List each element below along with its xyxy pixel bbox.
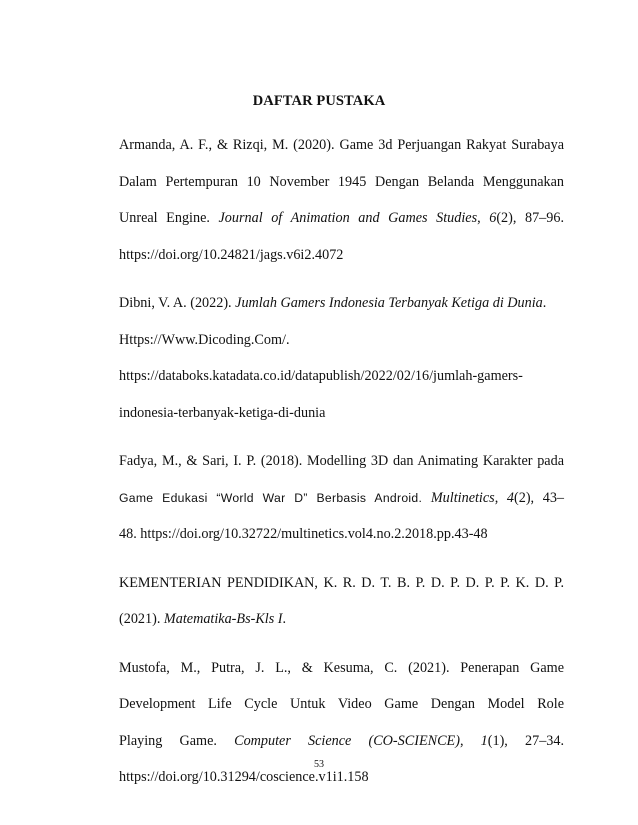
italic-text: 1 xyxy=(480,732,488,749)
reference-line xyxy=(119,692,564,729)
reference-line xyxy=(119,133,564,170)
reference-text: Development Life Cycle Untuk Video Game Dengan Model Role xyxy=(119,696,564,712)
reference-text: https://databoks.katadata.co.id/datapublish/2022/02/16/jumlah-gamers- xyxy=(119,368,523,384)
reference-text: (2), 43– xyxy=(514,489,565,506)
reference-text: KEMENTERIAN PENDIDIKAN, K. R. D. T. B. P. D. P. D. P. P. K. D. P. xyxy=(119,574,564,591)
page-title: DAFTAR PUSTAKA xyxy=(252,93,386,109)
italic-text: 6 xyxy=(489,210,497,226)
reference-text: indonesia-terbanyak-ketiga-di-dunia xyxy=(119,404,326,421)
reference-line xyxy=(119,571,564,608)
reference-text: Fadya, M., & Sari, I. P. (2018). Modelling 3D dan Animating Karakter pada xyxy=(119,453,564,469)
italic-text: Matematika-Bs-Kls I xyxy=(163,611,283,627)
italic-text: 4 xyxy=(506,489,514,506)
reference-text: Https://Www.Dicoding.Com/. xyxy=(119,331,290,348)
italic-text: Jumlah Gamers Indonesia Terbanyak Ketiga di Dunia xyxy=(235,295,543,311)
reference-text: (2), 87–96. xyxy=(496,210,564,226)
reference-line xyxy=(119,364,564,401)
reference-text xyxy=(422,490,431,506)
reference-line xyxy=(119,522,564,547)
reference-text: . xyxy=(282,611,287,627)
reference-text: Dalam Pertempuran 10 November 1945 Dengan Belanda Menggunakan xyxy=(119,173,564,190)
italic-text: Computer Science (CO-SCIENCE) xyxy=(234,732,460,749)
reference-line xyxy=(119,401,564,426)
reference-line xyxy=(119,328,564,365)
reference-text: , xyxy=(477,210,490,226)
italic-text: Multinetics xyxy=(430,489,495,506)
reference-list xyxy=(119,133,564,814)
reference-text: Armanda, A. F., & Rizqi, M. (2020). Game 3d Perjuangan Rakyat Surabaya xyxy=(119,137,564,153)
reference-line xyxy=(119,656,564,693)
reference-text: , xyxy=(494,489,507,506)
page-number: 53 xyxy=(314,759,324,770)
reference-line xyxy=(119,607,564,632)
reference-entry xyxy=(119,133,564,267)
reference-entry xyxy=(119,449,564,547)
reference-line xyxy=(119,291,564,328)
reference-text: (1), 27–34. xyxy=(487,732,565,749)
reference-line xyxy=(119,243,564,268)
reference-entry xyxy=(119,571,564,632)
reference-text: 48. https://doi.org/10.32722/multinetics.vol4.no.2.2018.pp.43-48 xyxy=(119,526,488,542)
reference-text: Unreal Engine. xyxy=(119,210,219,226)
reference-line xyxy=(119,449,564,486)
reference-line xyxy=(119,170,564,207)
reference-text: Mustofa, M., Putra, J. L., & Kesuma, C. (2021). Penerapan Game xyxy=(119,659,564,676)
reference-text: https://doi.org/10.24821/jags.v6i2.4072 xyxy=(119,246,344,263)
reference-line xyxy=(119,206,564,243)
reference-text: https://doi.org/10.31294/coscience.v1i1.158 xyxy=(119,769,369,785)
reference-text: Dibni, V. A. (2022). xyxy=(119,295,236,311)
reference-text: Game Edukasi “World War D” Berbasis Android. xyxy=(119,490,423,505)
reference-entry xyxy=(119,291,564,425)
reference-text: Playing Game. xyxy=(119,732,235,749)
italic-text: Journal of Animation and Games Studies xyxy=(218,210,478,226)
reference-text: . xyxy=(542,295,547,311)
reference-text: (2021). xyxy=(119,611,164,627)
reference-line xyxy=(119,486,565,523)
reference-text: , xyxy=(459,732,481,749)
